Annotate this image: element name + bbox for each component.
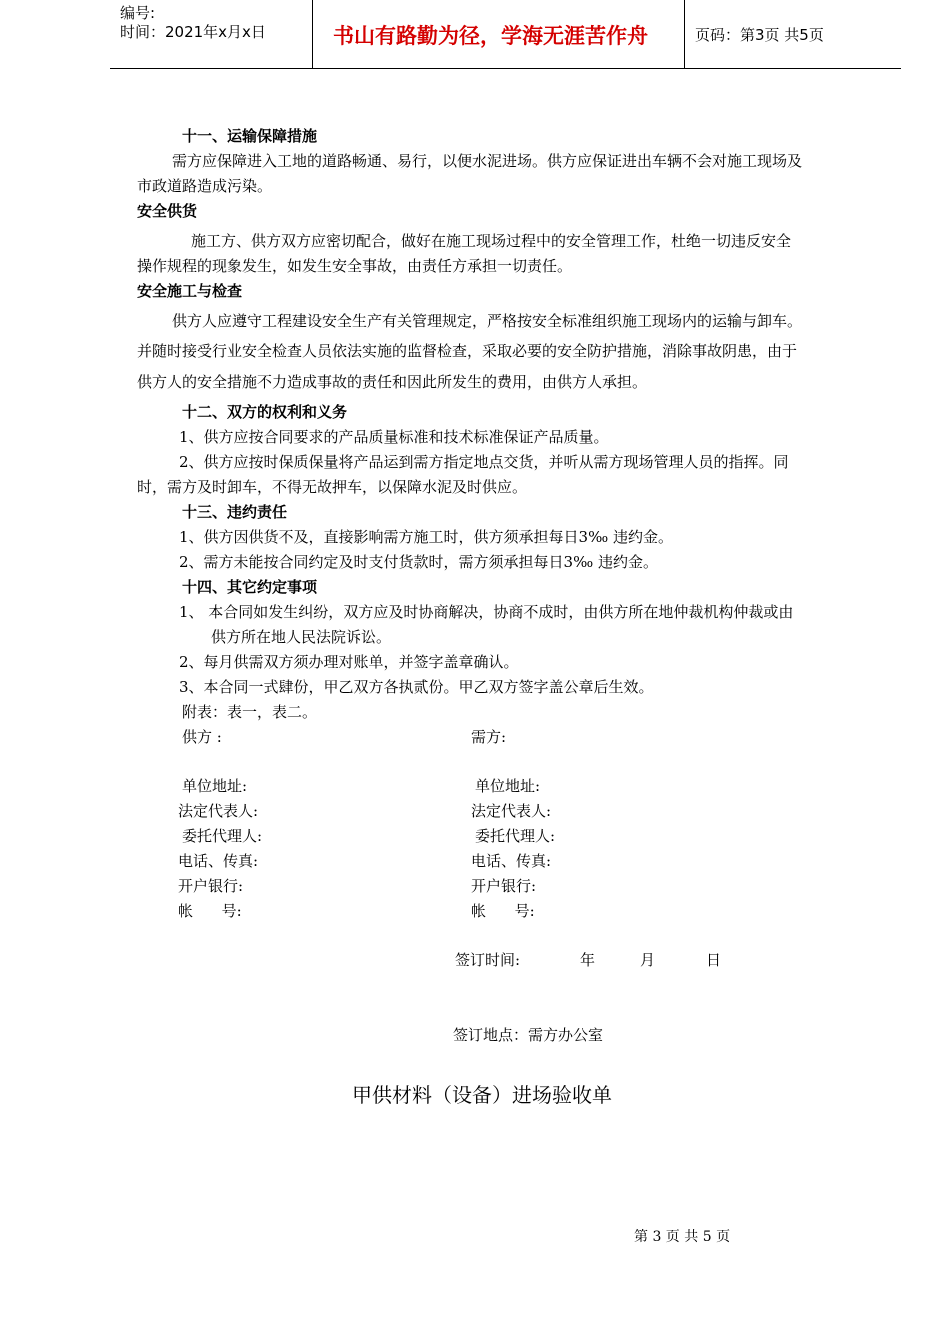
section-12-item2-line2: 时，需方及时卸车，不得无故押车，以保障水泥及时供应。 xyxy=(137,478,528,496)
section-11-title: 十一、运输保障措施 xyxy=(182,127,318,145)
safe-supply-line1: 施工方、供方双方应密切配合，做好在施工现场过程中的安全管理工作，杜绝一切违反安全 xyxy=(191,232,792,250)
doc-date-label: 时间：2021年x月x日 xyxy=(120,23,266,41)
buyer-label: 需方: xyxy=(471,728,507,746)
section-13-title: 十三、违约责任 xyxy=(182,503,288,521)
supplier-label: 供方 : xyxy=(182,728,222,746)
supplier-account-label: 帐 号: xyxy=(178,902,242,920)
safe-check-line3: 供方人的安全措施不力造成事故的责任和因此所发生的费用，由供方人承担。 xyxy=(137,373,648,391)
section-12-item1: 1、供方应按合同要求的产品质量标准和技术标准保证产品质量。 xyxy=(179,428,609,446)
section-14-title: 十四、其它约定事项 xyxy=(182,578,318,596)
safe-supply-title: 安全供货 xyxy=(137,202,198,220)
safe-check-line2: 并随时接受行业安全检查人员依法实施的监督检查，采取必要的安全防护措施，消除事故阴患，由于 xyxy=(137,342,798,360)
sign-time-day: 日 xyxy=(706,951,722,969)
header-page-info: 页码：第3页 共5页 xyxy=(695,26,824,44)
header-divider xyxy=(684,0,685,68)
header-motto: 书山有路勤为径，学海无涯苦作舟 xyxy=(333,24,648,48)
buyer-agent-label: 委托代理人: xyxy=(475,827,556,845)
section-13-item2: 2、需方未能按合同约定及时支付货款时，需方须承担每日3‰ 违约金。 xyxy=(179,553,658,571)
section-14-item2: 2、每月供需双方须办理对账单，并签字盖章确认。 xyxy=(179,653,519,671)
section-12-item2-line1: 2、供方应按时保质保量将产品运到需方指定地点交货，并听从需方现场管理人员的指挥。同 xyxy=(179,453,789,471)
safe-check-line1: 供方人应遵守工程建设安全生产有关管理规定，严格按安全标准组织施工现场内的运输与卸车。 xyxy=(172,312,803,330)
safe-supply-line2: 操作规程的现象发生，如发生安全事故，由责任方承担一切责任。 xyxy=(137,257,573,275)
buyer-account-label: 帐 号: xyxy=(471,902,535,920)
section-14-item1-line1: 1、 本合同如发生纠纷，双方应及时协商解决，协商不成时，由供方所在地仲裁机构仲裁或由 xyxy=(179,603,794,621)
section-12-title: 十二、双方的权利和义务 xyxy=(182,403,348,421)
supplier-phone-fax-label: 电话、传真: xyxy=(178,852,259,870)
attachment-note: 附表：表一，表二。 xyxy=(182,703,318,721)
section-14-item1-line2: 供方所在地人民法院诉讼。 xyxy=(211,628,392,646)
buyer-legal-rep-label: 法定代表人: xyxy=(471,802,552,820)
sign-time-year: 年 xyxy=(580,951,596,969)
section-11-paragraph-line1: 需方应保障进入工地的道路畅通、易行，以便水泥进场。供方应保证进出车辆不会对施工现场及 xyxy=(172,152,803,170)
buyer-phone-fax-label: 电话、传真: xyxy=(471,852,552,870)
form-title: 甲供材料（设备）进场验收单 xyxy=(352,1083,612,1107)
section-14-item3: 3、本合同一式肆份，甲乙双方各执贰份。甲乙双方签字盖公章后生效。 xyxy=(179,678,654,696)
buyer-address-label: 单位地址: xyxy=(475,777,541,795)
sign-time-month: 月 xyxy=(640,951,656,969)
section-11-paragraph-line2: 市政道路造成污染。 xyxy=(137,177,273,195)
supplier-address-label: 单位地址: xyxy=(182,777,248,795)
section-13-item1: 1、供方因供货不及，直接影响需方施工时，供方须承担每日3‰ 违约金。 xyxy=(179,528,673,546)
doc-number-label: 编号: xyxy=(120,4,156,22)
page-footer: 第 3 页 共 5 页 xyxy=(634,1229,731,1245)
supplier-agent-label: 委托代理人: xyxy=(182,827,263,845)
buyer-bank-label: 开户银行: xyxy=(471,877,537,895)
sign-time-label: 签订时间: xyxy=(455,951,521,969)
sign-place: 签订地点：需方办公室 xyxy=(453,1026,604,1044)
supplier-bank-label: 开户银行: xyxy=(178,877,244,895)
supplier-legal-rep-label: 法定代表人: xyxy=(178,802,259,820)
safe-check-title: 安全施工与检查 xyxy=(137,282,243,300)
